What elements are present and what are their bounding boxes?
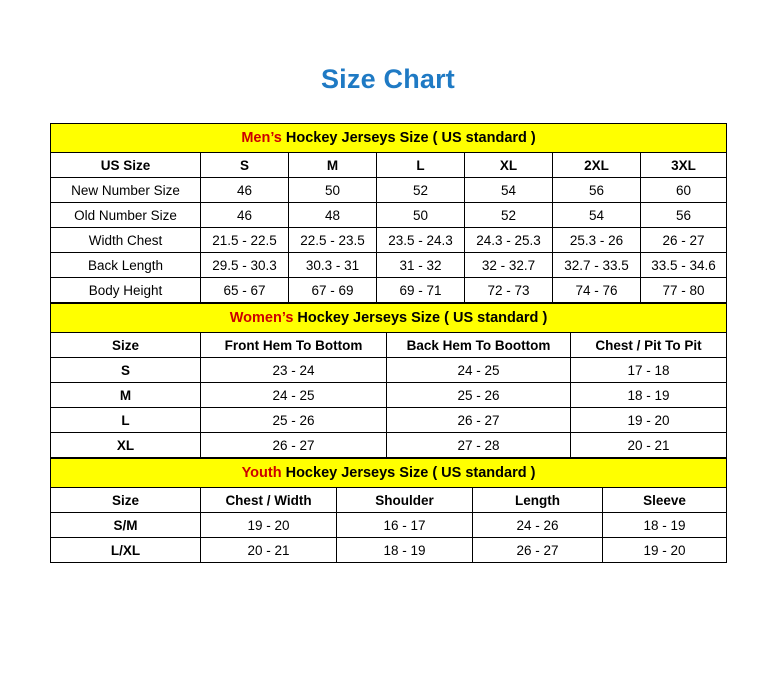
table-row [51, 383, 727, 408]
mens-row-1-val-0: 46 [201, 203, 289, 228]
youth-row-1-val-1: 18 - 19 [337, 538, 473, 563]
youth-header-rest: Hockey Jerseys Size ( US standard ) [281, 465, 536, 481]
womens-header-accent: Women’s [229, 310, 294, 326]
mens-row-4-val-5: 77 - 80 [641, 278, 727, 303]
youth-size-table [50, 458, 727, 563]
table-row [51, 538, 727, 563]
mens-row-4-label: Body Height [51, 278, 201, 303]
mens-row-3-val-3: 32 - 32.7 [465, 253, 553, 278]
mens-col-2: M [289, 153, 377, 178]
youth-row-1-val-2: 26 - 27 [473, 538, 603, 563]
womens-row-0-val-0: 23 - 24 [201, 358, 387, 383]
youth-col-0: Size [51, 488, 201, 513]
mens-col-6: 3XL [641, 153, 727, 178]
womens-row-0-label: S [51, 358, 201, 383]
mens-section-header [51, 124, 727, 153]
mens-row-3-val-5: 33.5 - 34.6 [641, 253, 727, 278]
womens-col-0: Size [51, 333, 201, 358]
mens-row-1-val-5: 56 [641, 203, 727, 228]
womens-row-1-val-0: 24 - 25 [201, 383, 387, 408]
womens-row-2-label: L [51, 408, 201, 433]
womens-size-table [50, 303, 727, 458]
youth-header-accent: Youth [241, 465, 282, 481]
womens-col-3: Chest / Pit To Pit [571, 333, 727, 358]
mens-row-4-val-1: 67 - 69 [289, 278, 377, 303]
mens-row-1-label: Old Number Size [51, 203, 201, 228]
mens-row-0-label: New Number Size [51, 178, 201, 203]
mens-row-0-val-2: 52 [377, 178, 465, 203]
youth-col-2: Shoulder [337, 488, 473, 513]
mens-row-0-val-3: 54 [465, 178, 553, 203]
mens-row-2-val-4: 25.3 - 26 [553, 228, 641, 253]
mens-row-2-val-5: 26 - 27 [641, 228, 727, 253]
mens-row-1-val-1: 48 [289, 203, 377, 228]
youth-row-1-val-0: 20 - 21 [201, 538, 337, 563]
table-row [51, 408, 727, 433]
mens-header-rest: Hockey Jerseys Size ( US standard ) [281, 130, 536, 146]
table-row [51, 228, 727, 253]
mens-row-1-val-2: 50 [377, 203, 465, 228]
womens-row-2-val-1: 26 - 27 [387, 408, 571, 433]
mens-header-accent: Men’s [241, 130, 282, 146]
table-row [51, 178, 727, 203]
mens-section-header-row [51, 124, 727, 153]
mens-row-0-val-1: 50 [289, 178, 377, 203]
youth-section-header-row [51, 459, 727, 488]
table-row [51, 278, 727, 303]
table-row [51, 433, 727, 458]
mens-row-3-val-1: 30.3 - 31 [289, 253, 377, 278]
mens-row-4-val-2: 69 - 71 [377, 278, 465, 303]
mens-row-3-val-2: 31 - 32 [377, 253, 465, 278]
table-row [51, 513, 727, 538]
mens-row-2-label: Width Chest [51, 228, 201, 253]
womens-col-2: Back Hem To Boottom [387, 333, 571, 358]
womens-row-3-val-1: 27 - 28 [387, 433, 571, 458]
womens-row-2-val-0: 25 - 26 [201, 408, 387, 433]
mens-row-3-val-0: 29.5 - 30.3 [201, 253, 289, 278]
womens-row-3-val-2: 20 - 21 [571, 433, 727, 458]
mens-row-0-val-4: 56 [553, 178, 641, 203]
womens-row-3-label: XL [51, 433, 201, 458]
youth-row-1-val-3: 19 - 20 [603, 538, 727, 563]
womens-header-rest: Hockey Jerseys Size ( US standard ) [293, 310, 548, 326]
mens-col-1: S [201, 153, 289, 178]
mens-row-2-val-1: 22.5 - 23.5 [289, 228, 377, 253]
womens-column-header-row [51, 333, 727, 358]
youth-row-0-val-1: 16 - 17 [337, 513, 473, 538]
table-row [51, 253, 727, 278]
mens-col-0: US Size [51, 153, 201, 178]
mens-row-1-val-4: 54 [553, 203, 641, 228]
page-title: Size Chart [320, 64, 456, 94]
mens-row-2-val-0: 21.5 - 22.5 [201, 228, 289, 253]
mens-col-3: L [377, 153, 465, 178]
youth-col-3: Length [473, 488, 603, 513]
womens-row-0-val-1: 24 - 25 [387, 358, 571, 383]
mens-row-2-val-3: 24.3 - 25.3 [465, 228, 553, 253]
mens-row-3-val-4: 32.7 - 33.5 [553, 253, 641, 278]
mens-column-header-row [51, 153, 727, 178]
mens-row-4-val-3: 72 - 73 [465, 278, 553, 303]
mens-row-4-val-0: 65 - 67 [201, 278, 289, 303]
womens-row-0-val-2: 17 - 18 [571, 358, 727, 383]
mens-row-4-val-4: 74 - 76 [553, 278, 641, 303]
table-row [51, 203, 727, 228]
mens-row-0-val-5: 60 [641, 178, 727, 203]
womens-row-3-val-0: 26 - 27 [201, 433, 387, 458]
womens-section-header-row [51, 304, 727, 333]
mens-row-0-val-0: 46 [201, 178, 289, 203]
youth-row-0-val-0: 19 - 20 [201, 513, 337, 538]
youth-row-1-label: L/XL [51, 538, 201, 563]
youth-row-0-label: S/M [51, 513, 201, 538]
mens-size-table [50, 123, 727, 303]
table-row [51, 358, 727, 383]
mens-col-4: XL [465, 153, 553, 178]
womens-row-2-val-2: 19 - 20 [571, 408, 727, 433]
mens-row-2-val-2: 23.5 - 24.3 [377, 228, 465, 253]
youth-col-4: Sleeve [603, 488, 727, 513]
mens-col-5: 2XL [553, 153, 641, 178]
womens-row-1-label: M [51, 383, 201, 408]
youth-row-0-val-3: 18 - 19 [603, 513, 727, 538]
womens-section-header [51, 304, 727, 333]
womens-col-1: Front Hem To Bottom [201, 333, 387, 358]
womens-row-1-val-2: 18 - 19 [571, 383, 727, 408]
mens-row-1-val-3: 52 [465, 203, 553, 228]
youth-column-header-row [51, 488, 727, 513]
youth-section-header [51, 459, 727, 488]
youth-row-0-val-2: 24 - 26 [473, 513, 603, 538]
mens-row-3-label: Back Length [51, 253, 201, 278]
youth-col-1: Chest / Width [201, 488, 337, 513]
size-chart-container [50, 123, 726, 563]
womens-row-1-val-1: 25 - 26 [387, 383, 571, 408]
